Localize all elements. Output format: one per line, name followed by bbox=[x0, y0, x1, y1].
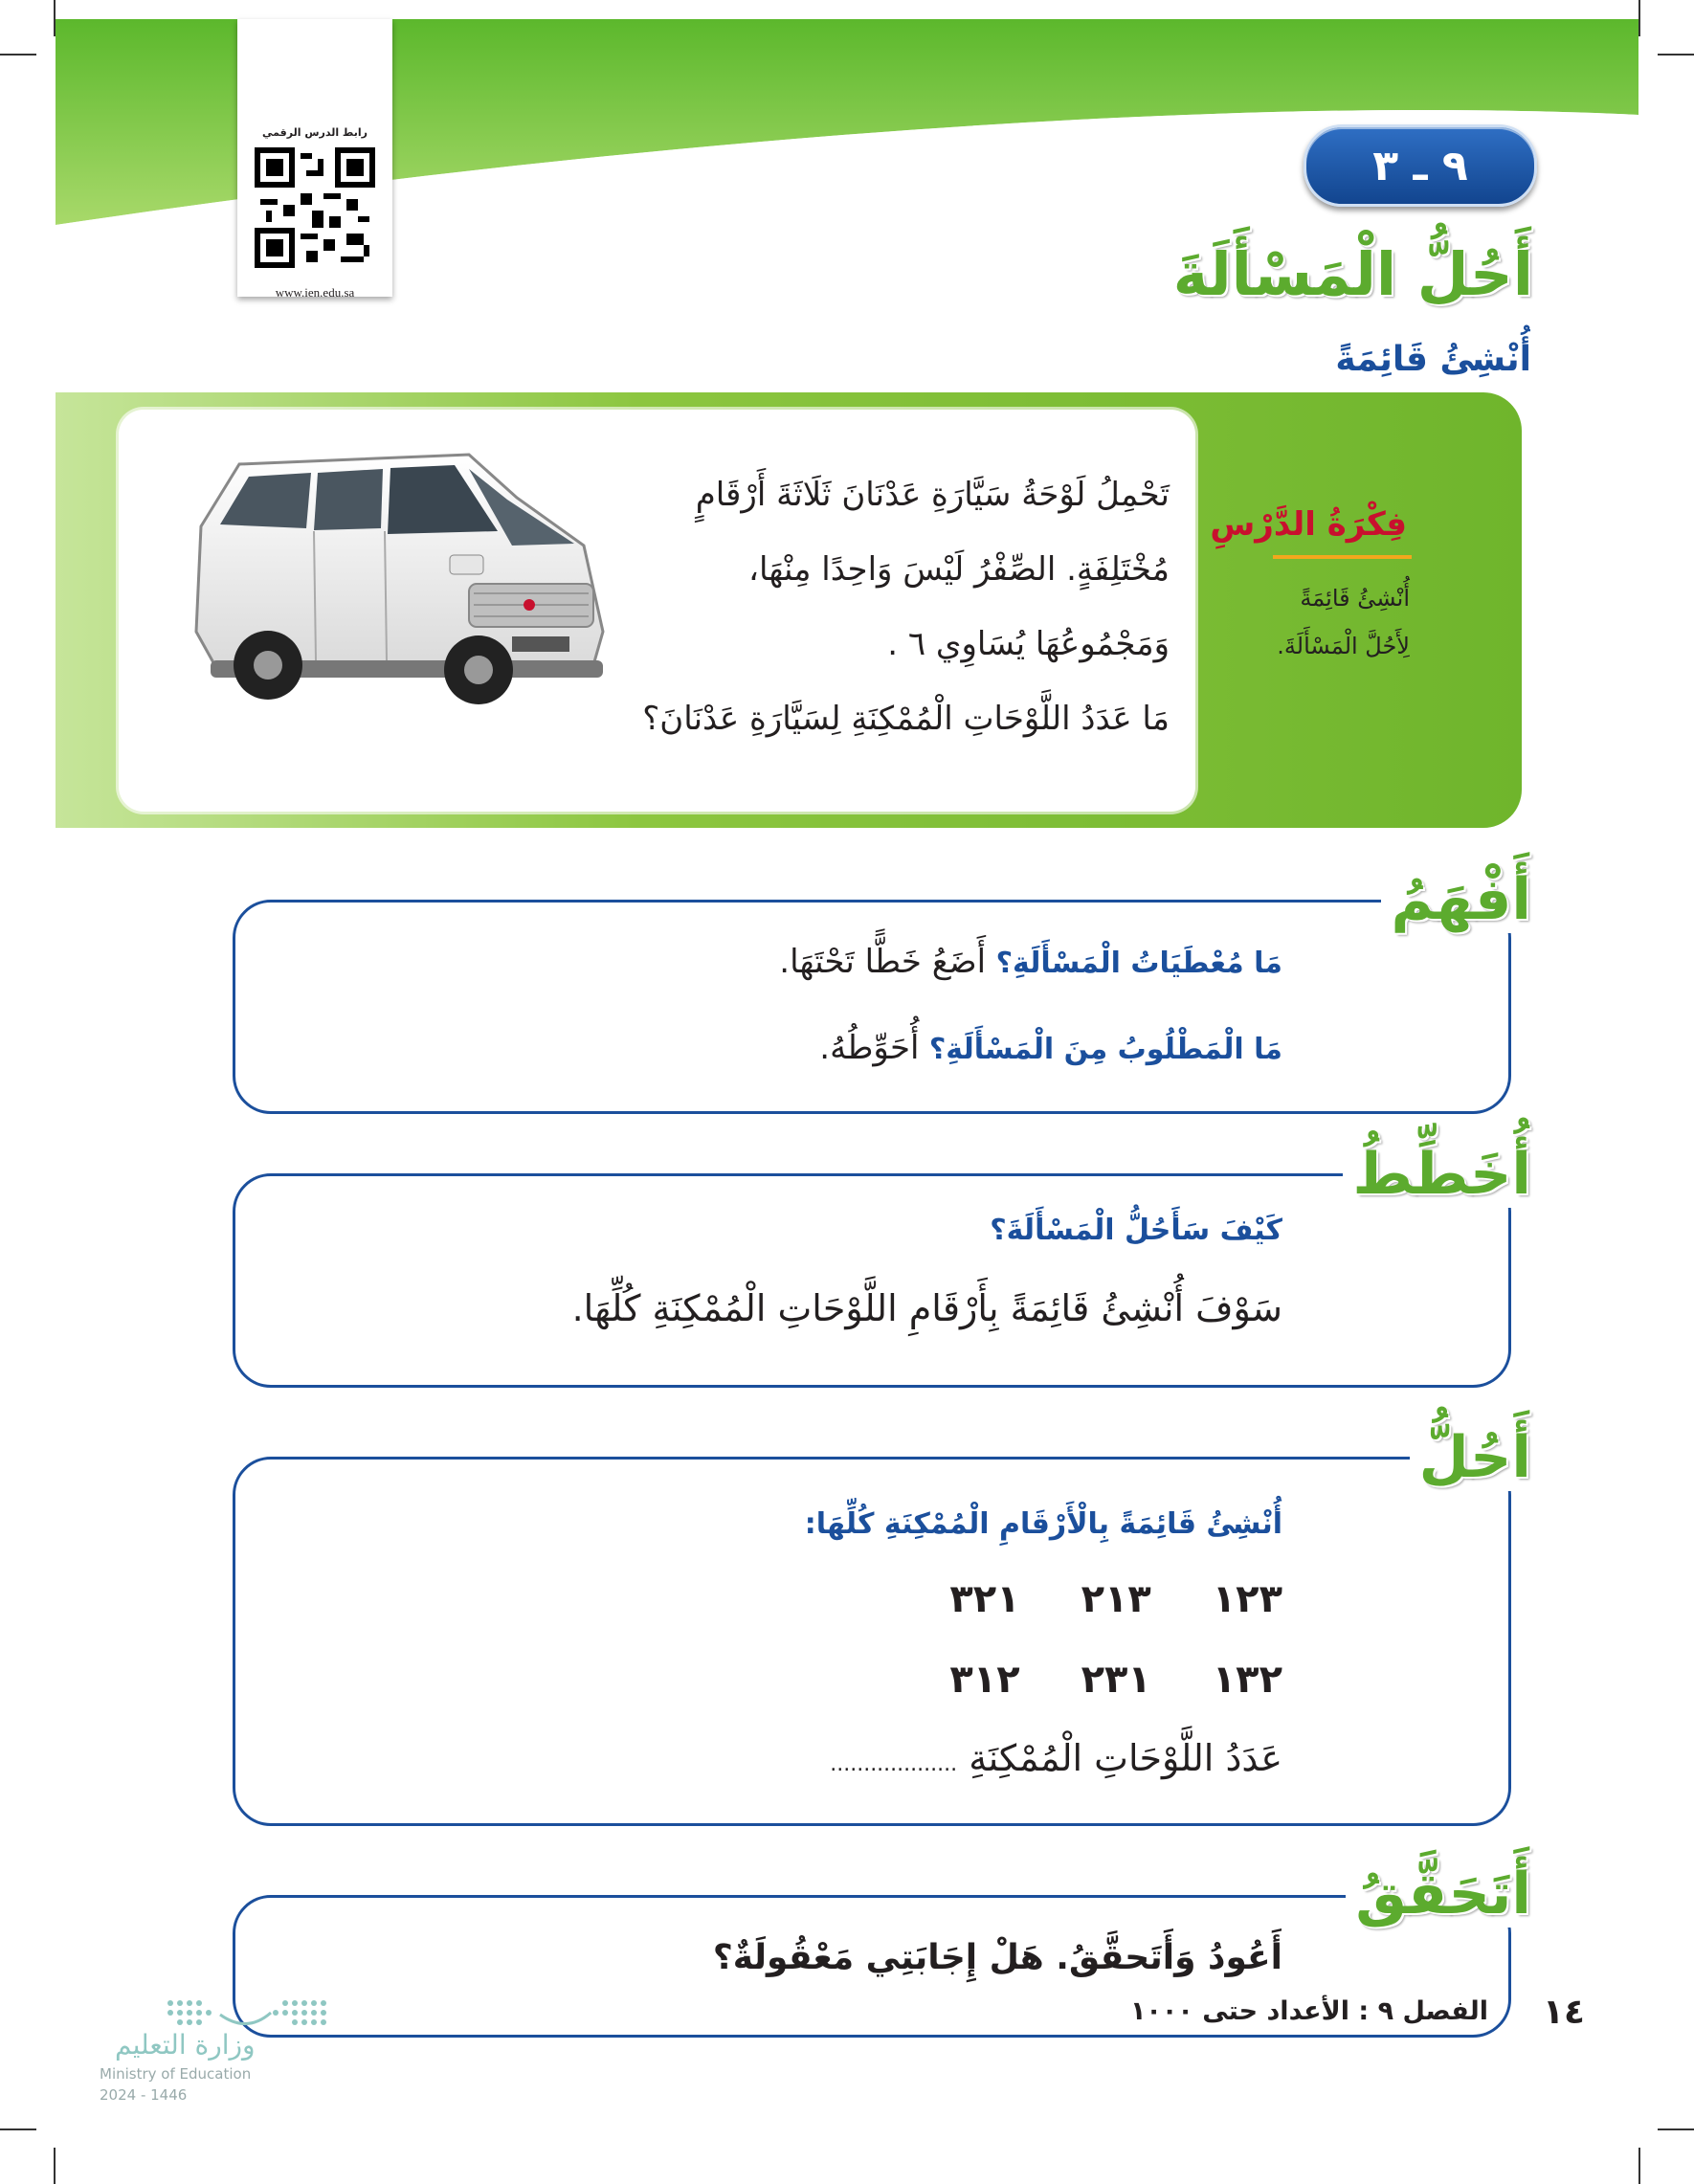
qr-code-icon bbox=[255, 147, 375, 268]
solve-row bbox=[949, 1577, 1282, 1621]
problem-text bbox=[557, 457, 1170, 756]
plate-number: ٣٢١ bbox=[949, 1577, 1020, 1621]
page-subtitle: أُنْشِئُ قَائِمَةً bbox=[1335, 340, 1531, 379]
check-text: أَعُودُ وَأَتَحقَّقُ. هَلْ إِجَابَتِي مَعْقُولَةٌ؟ bbox=[712, 1938, 1282, 1977]
problem-line: مَا عَدَدُ اللَّوْحَاتِ الْمُمْكِنَةِ لِسَيَّارَةِ عَدْنَانَ؟ bbox=[642, 700, 1170, 738]
plate-number: ٢٣١ bbox=[1081, 1658, 1151, 1702]
ministry-logo-icon bbox=[161, 1995, 352, 2034]
plan-answer: سَوْفَ أُنْشِئُ قَائِمَةً بِأَرْقَامِ اللَّوْحَاتِ الْمُمْكِنَةِ كُلِّهَا. bbox=[571, 1287, 1282, 1329]
understand-q2-question: مَا الْمَطْلُوبُ مِنَ الْمَسْأَلَةِ؟ bbox=[928, 1033, 1282, 1066]
understand-q1-task: أَضَعُ خَطًّا تَحْتَهَا. bbox=[779, 943, 987, 981]
solve-count bbox=[830, 1737, 1282, 1779]
plate-number: ١٣٢ bbox=[1212, 1658, 1282, 1702]
understand-q2 bbox=[819, 1029, 1282, 1067]
solve-instruction: أُنْشِئُ قَائِمَةً بِالْأَرْقَامِ الْمُمْكِنَةِ كُلِّهَا: bbox=[804, 1507, 1282, 1541]
ministry-year: 2024 - 1446 bbox=[100, 2086, 188, 2104]
plan-heading: أُخَطِّطُ bbox=[1343, 1141, 1541, 1208]
page-title: أَحُلُّ الْمَسْأَلَةَ bbox=[1172, 239, 1533, 309]
plan-question: كَيْفَ سَأَحُلُّ الْمَسْأَلَةَ؟ bbox=[990, 1214, 1282, 1247]
plate-number: ٣١٢ bbox=[949, 1658, 1020, 1702]
lesson-idea-heading: فِكْرَةُ الدَّرْسِ bbox=[1210, 505, 1407, 544]
page-number: ١٤ bbox=[1543, 1993, 1585, 2032]
solve-row bbox=[949, 1658, 1282, 1702]
problem-line: تَحْمِلُ لَوْحَةُ سَيَّارَةِ عَدْنَانَ ثَلَاثَةَ أَرْقَامٍ bbox=[695, 476, 1170, 514]
plate-number: ٢١٣ bbox=[1081, 1577, 1151, 1621]
crop-mark bbox=[0, 2128, 36, 2130]
solve-count-label: عَدَدُ اللَّوْحَاتِ الْمُمْكِنَةِ bbox=[969, 1737, 1282, 1779]
crop-mark bbox=[54, 2148, 56, 2184]
lesson-idea-underline bbox=[1273, 555, 1412, 559]
answer-blank[interactable]: ................... bbox=[830, 1752, 958, 1776]
qr-title: رابط الدرس الرقمي bbox=[262, 126, 368, 139]
understand-box bbox=[233, 900, 1511, 1114]
ministry-name-en: Ministry of Education bbox=[100, 2065, 252, 2083]
understand-heading: أَفْهَمُ bbox=[1381, 866, 1541, 933]
ministry-name-ar: وزارة التعليم bbox=[115, 2029, 256, 2061]
van-image bbox=[182, 440, 622, 708]
qr-code-card[interactable] bbox=[237, 19, 392, 300]
understand-q1 bbox=[779, 943, 1282, 981]
crop-mark bbox=[1638, 2148, 1640, 2184]
lesson-number-badge: ٩ ـ ٣ bbox=[1304, 124, 1537, 207]
understand-q2-task: أُحَوِّطُهُ. bbox=[819, 1029, 920, 1067]
lesson-idea-text: أُنْشِئُ قَائِمَةً لِأَحُلَّ الْمَسْأَلَةَ. bbox=[1277, 585, 1410, 659]
chapter-footer: الفصل ٩ : الأعداد حتى ١٠٠٠ bbox=[1129, 1996, 1488, 2026]
understand-q1-question: مَا مُعْطَيَاتُ الْمَسْأَلَةِ؟ bbox=[995, 947, 1282, 980]
crop-mark bbox=[1658, 2128, 1694, 2130]
plan-box bbox=[233, 1173, 1511, 1388]
problem-line: وَمَجْمُوعُهَا يُسَاوِي ٦ . bbox=[887, 625, 1170, 663]
qr-url[interactable]: www.ien.edu.sa bbox=[275, 285, 355, 300]
solve-heading: أَحُلُّ bbox=[1410, 1424, 1541, 1491]
problem-line: مُخْتَلِفَةٍ. الصِّفْرُ لَيْسَ وَاحِدًا مِنْهَا، bbox=[747, 550, 1170, 589]
check-heading: أَتَحَقَّقُ bbox=[1346, 1861, 1541, 1928]
plate-number: ١٢٣ bbox=[1212, 1577, 1282, 1621]
